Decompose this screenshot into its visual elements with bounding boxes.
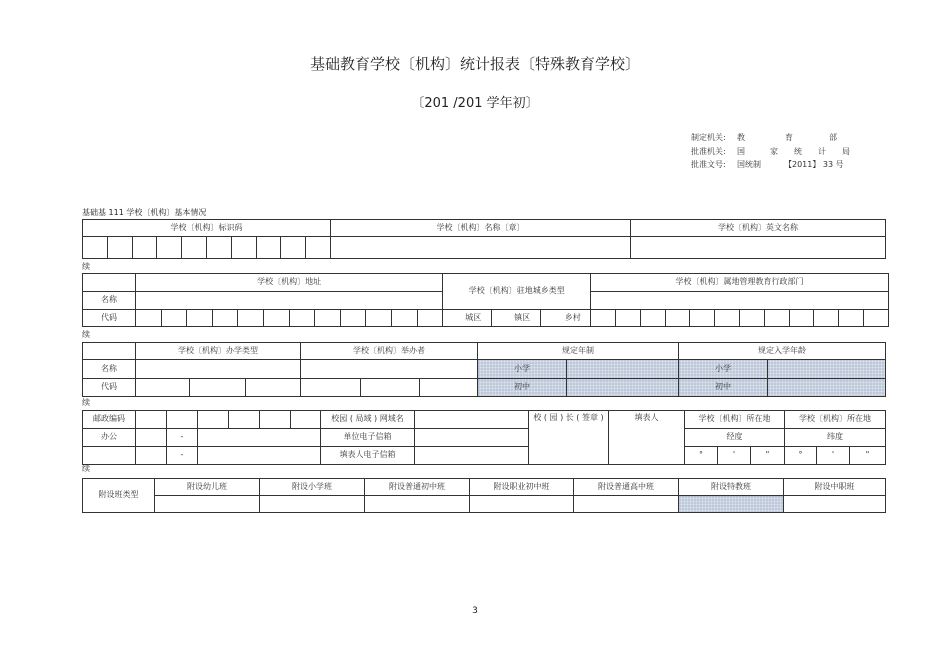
meta-approve	[691, 146, 850, 157]
age-junior-field[interactable]	[768, 379, 886, 397]
basic-id-table	[82, 219, 886, 259]
class-kindergarten-header: 附设幼儿班	[155, 479, 260, 496]
entry-age-header: 规定入学年龄	[679, 343, 886, 360]
contact-table	[82, 410, 886, 465]
latitude-header	[785, 411, 886, 429]
address-code-cell[interactable]	[315, 310, 341, 327]
name-label: 名称	[83, 360, 136, 379]
latitude-label: 纬度	[785, 429, 886, 447]
continued-label: 续	[82, 262, 90, 271]
blank-cell	[83, 447, 136, 465]
continued-label: 续	[82, 464, 90, 473]
page-title: 基础教育学校〔机构〕统计报表〔特殊教育学校〕	[309, 55, 640, 73]
class-secondary-vocational-field[interactable]	[784, 496, 886, 513]
meta-org-char: 育	[785, 133, 793, 142]
id-code-cell[interactable]	[132, 237, 157, 259]
school-type-name-field[interactable]	[136, 360, 301, 379]
meta-doc-label: 批准文号:	[691, 160, 726, 169]
page-subtitle: 〔201 /201 学年初〕	[411, 96, 539, 111]
meta-org-char: 教	[737, 133, 745, 142]
address-code-cell[interactable]	[289, 310, 315, 327]
meta-doc	[691, 159, 844, 170]
admin-code-cell[interactable]	[616, 310, 641, 327]
admin-code-cell[interactable]	[814, 310, 839, 327]
class-junior-field[interactable]	[365, 496, 470, 513]
attached-class-table	[82, 478, 886, 513]
postcode-label: 邮政编码	[83, 411, 136, 429]
address-name-field[interactable]	[136, 292, 443, 310]
class-vocational-junior-header: 附设职业初中班	[470, 479, 574, 496]
name-header: 学校〔机构〕名称〔章〕	[331, 220, 631, 237]
class-kindergarten-field[interactable]	[155, 496, 260, 513]
school-type-code-cell[interactable]	[246, 379, 301, 397]
code-label: 代码	[83, 310, 136, 327]
office-label: 办公	[83, 429, 136, 447]
latitude-seconds[interactable]: "	[850, 447, 886, 465]
latitude-minutes[interactable]: '	[817, 447, 850, 465]
sponsor-code-cell[interactable]	[301, 379, 361, 397]
postcode-cell[interactable]	[260, 411, 291, 429]
meta-doc-value: 国统制	[737, 160, 761, 169]
phone-dash: -	[167, 429, 198, 447]
address-code-cell[interactable]	[366, 310, 392, 327]
attached-class-label: 附设班类型	[83, 479, 155, 513]
admin-code-cell[interactable]	[665, 310, 690, 327]
website-field[interactable]	[415, 411, 529, 429]
continued-label: 续	[82, 330, 90, 339]
admin-dept-name-field[interactable]	[591, 292, 889, 310]
address-code-cell[interactable]	[136, 310, 162, 327]
class-vocational-junior-field[interactable]	[470, 496, 574, 513]
id-code-cell[interactable]	[107, 237, 132, 259]
class-primary-field[interactable]	[260, 496, 365, 513]
principal-label: 校 ( 园 ) 长 ( 签章 )	[533, 413, 604, 422]
id-code-cell[interactable]	[256, 237, 281, 259]
sponsor-code-cell[interactable]	[420, 379, 478, 397]
address-code-cell[interactable]	[187, 310, 213, 327]
years-header: 规定年制	[478, 343, 679, 360]
english-name-field[interactable]	[631, 237, 886, 259]
filler-email-label: 填表人电子信箱	[321, 447, 415, 465]
address-code-cell[interactable]	[340, 310, 366, 327]
postcode-cell[interactable]	[291, 411, 321, 429]
class-special-ed-field[interactable]	[679, 496, 784, 513]
meta-org-label: 制定机关:	[691, 133, 726, 142]
meta-org	[691, 132, 837, 143]
meta-approve-char: 计	[818, 147, 826, 156]
filler-label: 填表人	[634, 413, 659, 422]
phone-dash: -	[167, 447, 198, 465]
principal-signature-cell[interactable]	[529, 411, 609, 465]
phone-area-cell[interactable]	[136, 447, 167, 465]
longitude-header	[685, 411, 785, 429]
postcode-cell[interactable]	[229, 411, 260, 429]
meta-approve-char: 统	[794, 147, 802, 156]
age-junior-label: 初中	[679, 379, 768, 397]
class-special-ed-header: 附设特教班	[679, 479, 784, 496]
school-type-code-cell[interactable]	[190, 379, 246, 397]
id-code-cell[interactable]	[231, 237, 256, 259]
class-senior-field[interactable]	[574, 496, 679, 513]
meta-approve-char: 局	[842, 147, 850, 156]
latitude-degrees[interactable]: °	[785, 447, 817, 465]
school-type-table	[82, 342, 886, 397]
admin-code-cell[interactable]	[764, 310, 789, 327]
sponsor-name-field[interactable]	[301, 360, 478, 379]
address-code-cell[interactable]	[417, 310, 443, 327]
postcode-cell[interactable]	[136, 411, 167, 429]
class-junior-header: 附设普通初中班	[365, 479, 470, 496]
phone-number-field[interactable]	[198, 447, 321, 465]
id-code-cell[interactable]	[83, 237, 108, 259]
admin-code-cell[interactable]	[740, 310, 765, 327]
website-label: 校园 ( 局域 ) 网域名	[321, 411, 415, 429]
admin-code-cell[interactable]	[640, 310, 665, 327]
address-code-cell[interactable]	[391, 310, 417, 327]
admin-code-cell[interactable]	[839, 310, 864, 327]
filler-email-field[interactable]	[415, 447, 529, 465]
page-number: 3	[472, 606, 478, 616]
address-header: 学校〔机构〕地址	[136, 274, 443, 292]
longitude-label: 经度	[685, 429, 785, 447]
sponsor-code-cell[interactable]	[361, 379, 420, 397]
address-code-cell[interactable]	[263, 310, 289, 327]
urban-option-town[interactable]: 镇区	[492, 310, 541, 327]
class-primary-header: 附设小学班	[260, 479, 365, 496]
meta-approve-char: 国	[737, 147, 745, 156]
years-junior-field[interactable]	[567, 379, 679, 397]
meta-approve-char: 家	[770, 147, 778, 156]
id-code-header: 学校〔机构〕标识码	[83, 220, 331, 237]
meta-doc-number: 【2011】 33 号	[784, 160, 844, 169]
code-label: 代码	[83, 379, 136, 397]
name-field[interactable]	[331, 237, 631, 259]
class-secondary-vocational-header: 附设中职班	[784, 479, 886, 496]
phone-area-cell[interactable]	[136, 429, 167, 447]
admin-code-cell[interactable]	[789, 310, 814, 327]
section-title: 基础基 111 学校〔机构〕基本情况	[82, 208, 207, 217]
postcode-cell[interactable]	[198, 411, 229, 429]
id-code-cell[interactable]	[206, 237, 231, 259]
continued-label: 续	[82, 398, 90, 407]
address-code-cell[interactable]	[238, 310, 264, 327]
years-junior-label: 初中	[478, 379, 567, 397]
meta-approve-label: 批准机关:	[691, 147, 726, 156]
sponsor-header: 学校〔机构〕举办者	[301, 343, 478, 360]
urban-option-rural[interactable]: 乡村	[541, 310, 591, 327]
address-table	[82, 273, 889, 327]
english-name-header: 学校〔机构〕英文名称	[631, 220, 886, 237]
years-primary-field[interactable]	[567, 360, 679, 379]
id-code-cell[interactable]	[157, 237, 182, 259]
admin-code-cell[interactable]	[715, 310, 740, 327]
id-code-cell[interactable]	[182, 237, 207, 259]
meta-org-char: 部	[829, 133, 837, 142]
class-senior-header: 附设普通高中班	[574, 479, 679, 496]
age-primary-field[interactable]	[768, 360, 886, 379]
blank-cell	[83, 343, 136, 360]
email-field[interactable]	[415, 429, 529, 447]
admin-code-cell[interactable]	[690, 310, 715, 327]
blank-cell	[83, 274, 136, 292]
filler-cell[interactable]	[609, 411, 685, 465]
postcode-cell[interactable]	[167, 411, 198, 429]
id-code-cell[interactable]	[281, 237, 306, 259]
years-primary-label: 小学	[478, 360, 567, 379]
longitude-minutes[interactable]: '	[718, 447, 751, 465]
location-label: 学校〔机构〕所在地	[698, 414, 771, 424]
school-type-code-cell[interactable]	[136, 379, 190, 397]
admin-code-cell[interactable]	[864, 310, 889, 327]
longitude-degrees[interactable]: °	[685, 447, 718, 465]
school-type-header: 学校〔机构〕办学类型	[136, 343, 301, 360]
admin-code-cell[interactable]	[591, 310, 616, 327]
address-code-cell[interactable]	[161, 310, 187, 327]
urban-option-city[interactable]: 城区	[443, 310, 492, 327]
name-label: 名称	[83, 292, 136, 310]
address-code-cell[interactable]	[212, 310, 238, 327]
phone-number-field[interactable]	[198, 429, 321, 447]
longitude-seconds[interactable]: "	[751, 447, 785, 465]
id-code-cell[interactable]	[306, 237, 331, 259]
admin-dept-header: 学校〔机构〕属地管理教育行政部门	[591, 274, 889, 292]
age-primary-label: 小学	[679, 360, 768, 379]
location-label: 学校〔机构〕所在地	[799, 414, 872, 424]
urban-type-header: 学校〔机构〕驻地城乡类型	[443, 274, 591, 310]
email-label: 单位电子信箱	[321, 429, 415, 447]
